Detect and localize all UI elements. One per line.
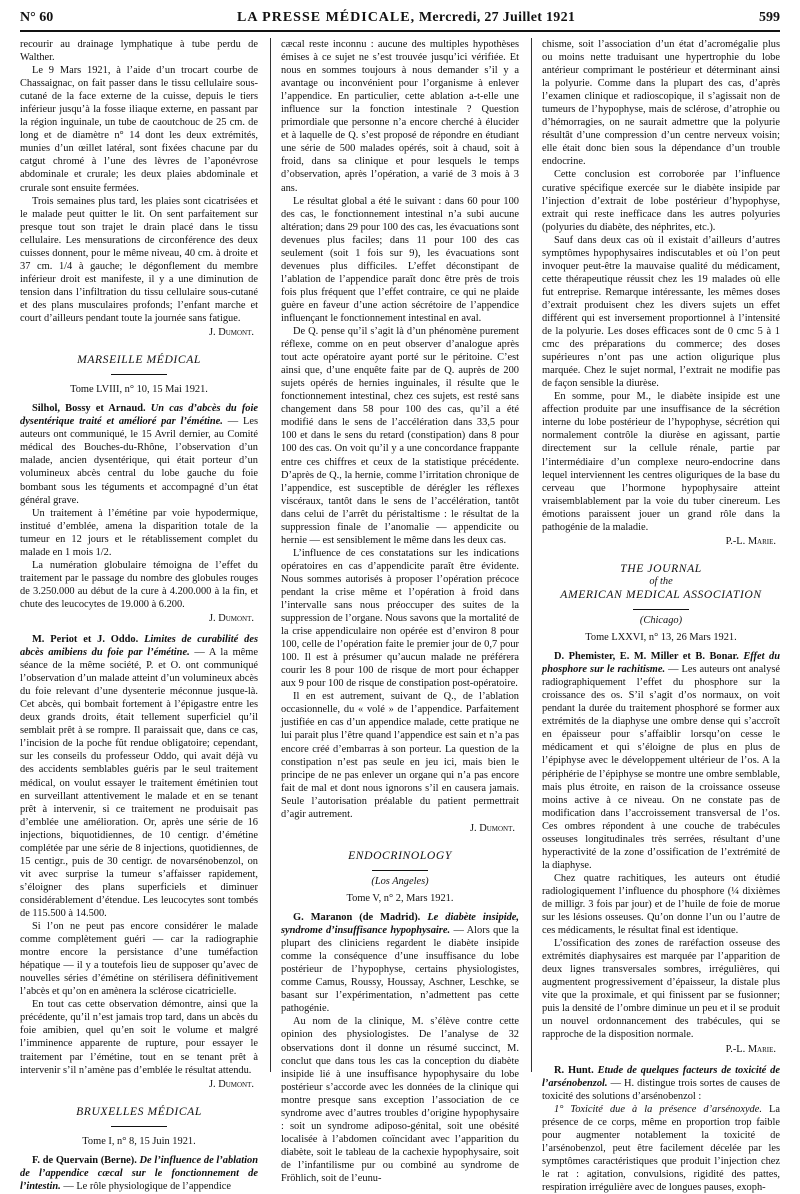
signature-name: J. Dumont. <box>208 1078 254 1090</box>
abstract-text: — Les auteurs ont communiqué, le 15 Avril dernier, au Comité médical des Bouches-du-Rhône, l’observation d’un malade, ancien dysentérique, qui était porteur d’un volumineux abcès central du lobe gauche du foie bombant sous les téguments et accompagné d’un état général grave. <box>20 416 258 506</box>
section-subheading: (Chicago) <box>639 615 683 627</box>
paragraph: La numération globulaire témoigna de l’effet du traitement par le passage du nombre des globules rouges de 3.250.000 au début de la cure à 4.200.000 à la fin, et chute des leucocytes de 19.000 à 6.200. <box>20 559 258 610</box>
volume-line: Tome V, n° 2, Mars 1921. <box>346 893 454 904</box>
abstract-text: — Le rôle physiologique de l’appendice <box>63 1180 231 1192</box>
paragraph: cæcal reste inconnu : aucune des multiples hypothèses émises à ce sujet ne s’est trouvée jusqu’ici vérifiée. Et nous en sommes toujours à nous demander s’il y a avantage ou inconvénient pour l’organisme à enlever l’appendice. En particulier, cette ablation a-t-elle une influence sur la fonction intestinale ? Question primordiale que personne n’a encore cherché à élucider et à laquelle de Q. s’est proposé de répondre en étudiant une série de 500 malades opérés, soit à chaud, soit à froid, dans sa clinique et pour lesquels le temps d’observation, après l’opération, a varié de 3 mois à 3 ans. <box>281 39 519 194</box>
abstract-text: — Alors que la plupart des cliniciens regardent le diabète insipide comme la conséquence d’une insuffisance du lobe postérieur de l’hypophyse, certains physiologistes, comme Camus, Roussy, Houssay, Aschner, Leschke, se basant sur l’expérimentation, n’admettent pas cette pathogénie. <box>281 925 520 1015</box>
abstract-text: — Les auteurs ont analysé radiographiquement l’effet du phosphore sur la croissance des os. S’il s’agit d’os normaux, on voit pendant la durée du traitement phosphoré se former aux extrémités de la diaphyse une ombre dense qui s’accroît en épaisseur pour s’affaiblir lorsqu’on cesse le médicament et qui s’éloigne de plus en plus de l’épiphyse avec le développement ultérieur de l’os. A la périphérie de l’épiphyse se montre une ombre semblable, mais plus étroite, en raison de la croissance osseuse moins active à ce niveau. On ne constate pas de modification dans l’accroissement transversal de l’os. Ces ombres répondent à une couche de trabécules osseuses longitudinales très serrées, résultant d’une hyperactivité de la zone d’ossification de l’extrémité de la diaphyse. <box>542 664 780 871</box>
article-authors: R. Hunt. <box>554 1064 594 1076</box>
section-rule <box>20 1118 258 1131</box>
paragraph: recourir au drainage lymphatique à tube perdu de Walther. <box>20 39 258 64</box>
article-title: Limites de curabilité des abcès amibiens du foie par l’émétine. <box>20 634 258 659</box>
signature-name: P.-L. Marie. <box>725 1043 776 1055</box>
paragraph: L’ossification des zones de raréfaction osseuse des extrémités diaphysaires est marquée par l’apparition de deux lignes transversales sombres, irrégulières, qui augmentent progressivement d’épaisseur, la distale plus vite que la proximale, et qui finissent par se fusionner; puis la densité de l’ombre diminue un peu et il se produit un nouvel ordonnancement des trabécules, qui se rapproche de la disposition normale. <box>542 938 780 1041</box>
abstract-text: — H. distingue trois sortes de causes de toxicité des solutions d’arsénobenzol : <box>542 1077 780 1102</box>
volume-line: Tome LXXVI, n° 13, 26 Mars 1921. <box>585 632 737 644</box>
signature <box>542 1043 776 1056</box>
issue-date: Mercredi, 27 Juillet 1921 <box>418 10 576 25</box>
volume-line: Tome LVIII, n° 10, 15 Mai 1921. <box>70 384 208 396</box>
paragraph: Si l’on ne peut pas encore considérer le malade comme complètement guéri — car la radiographie montre encore la persistance d’une tuméfaction hépatique — il y a toutefois lieu de supposer qu’avec de nouvelles séries d’émétine on stérilisera définitivement l’abcès et qu’on en amènera la sclérose cicatricielle. <box>20 921 258 998</box>
paragraph: Au nom de la clinique, M. s’élève contre cette opinion des physiologistes. De l’analyse de 32 observations dont il donne un résumé succinct, M. conclut que dans tous les cas la conception du diabète insipide lié à une insuffisance hypophysaire du lobe postérieur s’accorde avec les données de la clinique qui montre presque sans exception l’association de ce syndrome avec d’autres troubles d’origine hypophysaire : soit un syndrome adiposo-génital, soit une obésité localisée à l’abdomen coïncidant avec l’apparition du diabète, soit le tableau de la cachexie hypophysaire, soit de l’infantilisme pur ou combiné au syndrome de Fröhlich, soit de l’eunu- <box>281 1016 519 1184</box>
abstract-paragraph <box>542 650 780 872</box>
section-rule <box>542 601 780 614</box>
signature-name: J. Dumont. <box>469 822 515 834</box>
column-middle <box>281 38 520 1184</box>
page-header <box>20 6 780 32</box>
section-heading: MARSEILLE MÉDICAL <box>77 353 201 367</box>
article-authors: D. Phemister, E. M. Miller et B. Bonar. <box>554 651 739 663</box>
journal-title <box>237 10 575 26</box>
article-authors: M. Periot et J. Oddo. <box>32 634 139 646</box>
paragraph: Trois semaines plus tard, les plaies sont cicatrisées et le malade peut quitter le lit. On sent parfaitement sur presque tout son trajet le drain placé dans le tissu cellulaire. Les mensurations de circonférence des deux cuisses donnent, pour le même niveau, 40 cm. à droite et 37 cm. 1/4 à gauche; le dégonflement du membre inférieur droit est manifeste, il y a une diminution de tension dans l’infiltration du tissu cellulaire sous-cutané et des plans musculaires profonds; l’enfant marche et court d’ailleurs pendant toute la journée sans fatigue. <box>20 195 258 324</box>
signature <box>20 326 254 339</box>
column-left <box>20 38 258 1192</box>
signature <box>20 612 254 625</box>
paragraph: Chez quatre rachitiques, les auteurs ont étudié radiologiquement l’influence du phosphore (¼ dixièmes de milligr. 3 fois par jour) et de l’huile de foie de morue sur les lésions osseuses. Qu’on donne l’un ou l’autre de ces médicaments, le résultat final est identique. <box>542 872 780 937</box>
column-rule <box>270 38 271 1072</box>
section-heading: THE JOURNAL <box>620 561 702 575</box>
paragraph: Un traitement à l’émétine par voie hypodermique, institué d’emblée, amena la disparition totale de la tumeur en 12 jours et le rétablissement complet du malade en 1 mois 1/2. <box>20 507 258 558</box>
paragraph: chisme, soit l’association d’un état d’acromégalie plus ou moins nette traduisant une hypertrophie du lobe antérieur comprimant le postérieur et déterminant ainsi la polyurie. Comme dans la plupart des cas, d’après l’examen clinique et radioscopique, il s’agissait non de tumeurs de l’hypophyse, mais de sclérose, d’atrophie ou d’hémorragies, on ne saurait admettre que la polyurie résultât d’une compression d’un centre nerveux voisin; elle était donc bien sous la dépendance d’un trouble endocrine. <box>542 39 780 168</box>
abstract-paragraph <box>281 911 519 1015</box>
journal-name: LA PRESSE MÉDICALE, <box>237 10 416 25</box>
column-right <box>542 38 781 1193</box>
article-title: Un cas d’abcès du foie dysentérique traité et amélioré par l’émétine. <box>20 403 258 428</box>
signature-name: P.-L. Marie. <box>725 535 776 547</box>
abstract-paragraph <box>20 402 258 506</box>
page-number: 599 <box>758 10 780 25</box>
signature-name: J. Dumont. <box>208 612 254 624</box>
abstract-paragraph <box>20 1154 258 1193</box>
paragraph: De Q. pense qu’il s’agit là d’un phénomène purement réflexe, comme on en peut observer d’analogue après tout acte opératoire ayant porté sur le péritoine. C’est ainsi que, d’une enquête faite par de Q. auprès de 200 sujets opérés de hernies inguinales, il résulte que le fonctionnement intestinal, chez ces sujets, est resté sans changement dans 58 pour 100 des cas, qu’il a été modifié dans le sens de l’accélération dans 33,5 pour 100 et dans le sens du retard (constipation) dans 8 pour 100 des cas. On voit qu’il y a une concordance frappante entre ces chiffres et ceux de la statistique précédente. D’après de Q., la hernie, comme l’irritation chronique de l’appendice, est susceptible de dérégler les réflexes viscéraux, tantôt dans le sens de l’accélération, tantôt dans celui de l’arrêt du péristaltisme : le résultat de la suppression finale de l’anomalie — appendicite ou hernie — est sensiblement le même dans les deux cas. <box>281 326 519 546</box>
issue-number: N° 60 <box>20 10 54 25</box>
signature-name: J. Dumont. <box>208 327 254 339</box>
column-rule <box>531 38 532 1072</box>
paragraph: Sauf dans deux cas où il existait d’ailleurs d’autres symptômes hypophysaires indiscutables et où l’on peut invoquer peut-être la mauvaise qualité du médicament, cette thérapeutique réussit chez les 19 malades où elle fut entreprise. Remarque intéressante, les mêmes doses d’extrait produisent chez les divers sujets un effet différent qui est inversement proportionnel à l’intensité de la polyurie. Les doses efficaces sont de 0 cmc 5 à 1 cmc des préparations du commerce; des doses supérieures n’ont pas une action oligurique plus marquée. Chez le sujet normal, l’extrait ne modifie pas de façon sensible la diurèse. <box>542 234 780 390</box>
abstract-paragraph <box>542 1064 780 1103</box>
section-heading: BRUXELLES MÉDICAL <box>76 1104 202 1118</box>
paragraph: En tout cas cette observation démontre, ainsi que la précédente, qu’il n’est jamais trop tard, dans un abcès du foie amibien, quel qu’en soit le volume et malgré l’imminence apparente de rupture, pour essayer le traitement par l’émétine, tout en se tenant prêt à intervenir s’il n’amène pas d’emblée le résultat attendu. <box>20 999 258 1076</box>
article-title: De l’influence de l’ablation de l’appendice cæcal sur le fonctionnement de l’intestin. <box>20 1154 258 1192</box>
paragraph: En somme, pour M., le diabète insipide est une affection produite par une insuffisance de la sécrétion interne du lobe postérieur de l’hypophyse, sécrétion qui normalement contrôle la diurèse en agissant, partie directement sur la cellule rénale, partie par l’intermédiaire d’un complexe neuro-endocrine dans lequel interviennent les centres oliguriques de la base du cerveau que l’hormone hypophysaire atteint vraisemblablement par la voie du tuber cinereum. Les émotions paraissent jouer un grand rôle dans la pathogénie de la maladie. <box>542 391 780 533</box>
article-title: Effet du phosphore sur le rachitisme. <box>542 651 781 676</box>
article-authors: G. Maranon (de Madrid). <box>293 912 421 924</box>
paragraph: Cette conclusion est corroborée par l’influence curative spécifique exercée sur le diabète insipide par l’injection d’extrait de lobe postérieur d’hypophyse, extrait qui reste inefficace dans les autres polyuries (polyuries du diabète, des néphrites, etc.). <box>542 169 780 233</box>
article-title: Le diabète insipide, syndrome d’insuffisance hypophysaire. <box>281 912 519 937</box>
section-heading: ENDOCRINOLOGY <box>348 848 452 862</box>
section-rule <box>20 366 258 379</box>
section-heading-continued: AMERICAN MEDICAL ASSOCIATION <box>560 587 762 601</box>
numbered-cause-heading: 1° Toxicité due à la présence d’arsénoxyde. <box>554 1103 762 1115</box>
paragraph: Le résultat global a été le suivant : dans 60 pour 100 des cas, le fonctionnement intestinal n’a subi aucune altération; dans 29 pour 100 des cas, les évacuations sont devenues plus faciles; dans 11 pour 100 des cas seulement (soit 1 fois sur 9), les évacuations sont devenues plus difficiles. L’effet déconstipant de l’ablation de l’appendice paraît donc être près de trois fois plus fréquent que l’effet contraire, ce qui ne plaide guère en faveur d’une action sécrétoire de l’appendice influençant le fonctionnement intestinal en aval. <box>281 195 519 324</box>
abstract-paragraph <box>20 633 258 920</box>
abstract-text: — A la même séance de la même société, P. et O. ont communiqué l’observation d’un malade atteint d’un volumineux abcès du foie relevant d’une dysenterie méconnue jusque-là. Cet abcès, qui bombait fortement à l’épigastre entre les deux grands droits, était tellement superficiel qu’il semblait prêt à se rompre. Il paraissait que, dans ce cas, l’incision de la poche fût rendue obligatoire; cependant, sur les conseils du professeur Oddo, qui avait déjà vu des accidents semblables guéris par le seul traitement médical, on voulut essayer le traitement émétinien tout en surveillant attentivement le malade et en se tenant prêt à intervenir, si ce traitement ne produisait pas d’emblée une amélioration. Or, après une série de 16 injections, biquotidiennes, de 10 centigr. d’émétine complétée par une série de 8 injections, quotidiennes, de 15 centigr., puis de 30 centigr. de novarsénobenzol, on vit avec surprise la tumeur s’affaisser rapidement, s’éloigner des plans superficiels et diminuer considérablement d’étendue. Les leucocytes sont tombés de 115.500 à 14.500. <box>20 647 258 919</box>
section-rule <box>281 862 519 875</box>
volume-line: Tome I, n° 8, 15 Juin 1921. <box>82 1135 196 1147</box>
paragraph: L’influence de ces constatations sur les indications opératoires en cas d’appendicite paraît être évidente. Nous sommes autorisés à proposer l’opération précoce pendant la crise même et l’opération à froid dans l’intervalle sans nous préoccuper des suites de la suppression de l’organe. Nous savons que la mortalité de la crise appendiculaire non opérée est d’environ 8 pour 100, celle de l’opération faite le premier jour de 0,7 pour 100. Il est à présumer qu’aucun malade ne préférera courir les 8 pour 100 de risque de mort pour échapper aux 9 pour 100 de risque de constipation post-opératoire. <box>281 547 519 690</box>
signature <box>542 535 776 548</box>
article-authors: F. de Quervain (Berne). <box>32 1154 137 1166</box>
section-subheading: (Los Angeles) <box>371 875 429 887</box>
paragraph <box>542 1103 780 1194</box>
paragraph: Il en est autrement, suivant de Q., de l’ablation occasionnelle, du « volé » de l’appendice. Parfaitement justifiée en cas d’un appendice malade, cette pratique ne lui parait plus l’être quand l’appendice est sain et n’a pas encore créé d’embarras à son porteur. La question de la constipation n’est pas seule en jeu ici, mais bien le principe de ne pas enlever un organe qui n’a pas encore fait de mal et dont nous ignorons s’il en causera jamais. Seule l’autorisation préalable du patient permettrait d’agir autrement. <box>281 691 519 820</box>
paragraph: Le 9 Mars 1921, à l’aide d’un trocart courbe de Chassaignac, on fait passer dans le tissu cellulaire sous-cutané de la face externe de la cuisse, depuis le tiers inférieur jusqu’à la fosse iliaque externe, en passant par la région inguinale, un tube de caoutchouc de 25 cm. de long et de diamètre n° 14 dont les deux extrémités, munies d’un œillet latéral, sont fixées chacune par du catgut chromé à l’une des lèvres de l’aponévrose abdominale et crurale; les deux plaies abdominale et crurale sont ensuite fermées. <box>20 65 258 194</box>
paragraph-text: La présence de ce corps, même en proportion trop faible pour augmenter notablement la toxicité de l’arsénobenzol, peut être facilement décelée par les symptômes caractéristiques que produit l’injection chez le rat : agitation, convulsions, rigidité des pattes, respiration irrégulière avec de longues pauses, exoph- <box>542 1103 780 1193</box>
signature <box>281 822 515 835</box>
section-heading-connector: of the <box>649 575 673 587</box>
article-authors: Silhol, Bossy et Arnaud. <box>32 403 146 415</box>
article-title: Etude de quelques facteurs de toxicité de l’arsénobenzol. <box>542 1064 780 1089</box>
signature <box>20 1078 254 1091</box>
